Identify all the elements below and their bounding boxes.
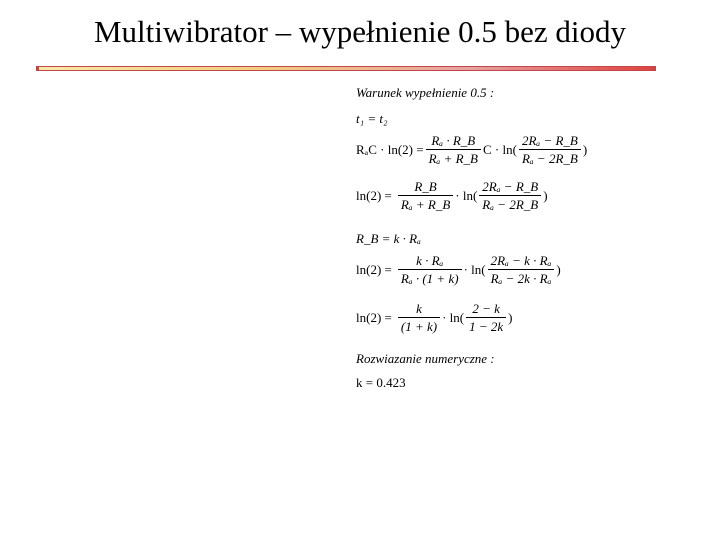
eq6-tail: ): [508, 310, 513, 325]
eq2-num2: 2Rₐ − R_B: [521, 133, 578, 148]
equation-ln2-k: [356, 302, 512, 333]
eq2-den1: Rₐ + R_B: [426, 149, 481, 165]
eq5-mid: · ln(: [463, 262, 486, 277]
eq3-fraction-2: [479, 180, 541, 211]
equation-ln2-rb: [356, 180, 548, 211]
eq3-num1: R_B: [414, 179, 437, 194]
eq6-den2: 1 − 2k: [466, 317, 506, 333]
eq6-num2: 2 − k: [472, 301, 500, 316]
eq5-fraction-1: [398, 254, 462, 285]
eq2-fraction-2: [519, 134, 581, 165]
equation-rb-substitution: R_B = k · Rₐ: [356, 231, 421, 246]
eq3-den2: Rₐ − 2R_B: [479, 195, 541, 211]
eq3-mid: · ln(: [455, 188, 478, 203]
eq5-tail: ): [556, 262, 561, 277]
solution-label: Rozwiazanie numeryczne :: [356, 351, 495, 366]
eq5-fraction-2: [488, 254, 555, 285]
eq5-den2: Rₐ − 2k · Rₐ: [488, 269, 555, 285]
eq6-mid: · ln(: [442, 310, 465, 325]
eq2-fraction-1: [426, 134, 481, 165]
solution-result: k = 0.423: [356, 375, 406, 390]
eq6-num1: k: [416, 301, 422, 316]
eq2-num1: Rₐ · R_B: [431, 133, 476, 148]
eq2-den2: Rₐ − 2R_B: [519, 149, 581, 165]
eq3-tail: ): [543, 188, 548, 203]
eq5-lhs: ln(2) =: [356, 262, 392, 277]
eq5-den1: Rₐ · (1 + k): [398, 269, 462, 285]
eq3-den1: Rₐ + R_B: [398, 195, 453, 211]
eq6-den1: (1 + k): [398, 317, 440, 333]
condition-text: Warunek wypełnienie 0.5 :: [356, 85, 495, 100]
eq3-fraction-1: [398, 180, 453, 211]
eq5-num1: k · Rₐ: [416, 253, 444, 268]
eq3-lhs: ln(2) =: [356, 188, 392, 203]
eq6-fraction-2: [466, 302, 506, 333]
eq6-lhs: ln(2) =: [356, 310, 392, 325]
eq2-mid: C · ln(: [482, 142, 517, 157]
eq6-fraction-1: [398, 302, 440, 333]
equation-ln2-k-ra: [356, 254, 561, 285]
equation-rc-ln2: [356, 134, 587, 165]
equation-time-equality: t₁ = t₂: [356, 111, 388, 126]
slide-title: Multiwibrator – wypełnienie 0.5 bez diody: [93, 14, 627, 49]
title-divider: [36, 66, 656, 71]
eq3-num2: 2Rₐ − R_B: [482, 179, 539, 194]
eq5-num2: 2Rₐ − k · Rₐ: [490, 253, 552, 268]
eq2-tail: ): [582, 142, 588, 157]
eq2-lhs: RₐC · ln(2) =: [356, 142, 424, 157]
